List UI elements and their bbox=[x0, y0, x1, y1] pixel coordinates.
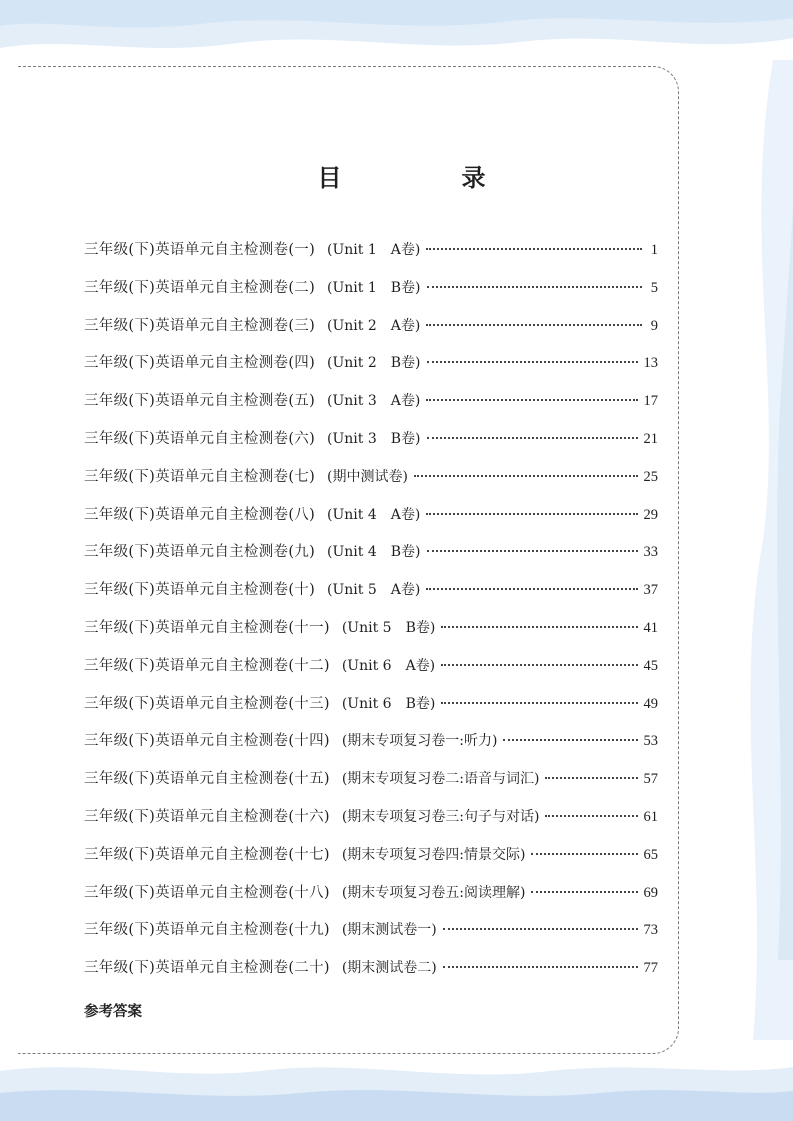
toc-entry-title: 三年级(下)英语单元自主检测卷(七) bbox=[84, 468, 316, 485]
toc-entry-subtitle: (Unit 1 A卷) bbox=[327, 242, 421, 258]
toc-entry-subtitle: (期中测试卷) bbox=[327, 468, 408, 485]
dot-leader bbox=[427, 286, 642, 288]
dot-leader bbox=[441, 626, 637, 628]
toc-entry-page-number: 61 bbox=[643, 808, 658, 825]
toc-entry[interactable] bbox=[84, 729, 658, 767]
dot-leader bbox=[427, 437, 638, 439]
toc-entry-title: 三年级(下)英语单元自主检测卷(四) bbox=[84, 355, 316, 372]
toc-entry-subtitle: (Unit 1 B卷) bbox=[327, 279, 421, 296]
right-wave-decoration bbox=[673, 60, 793, 1040]
page-title: 目 录 bbox=[317, 164, 534, 192]
toc-entry[interactable] bbox=[84, 351, 658, 389]
toc-entry-subtitle: (Unit 2 B卷) bbox=[327, 355, 421, 372]
toc-entry[interactable] bbox=[84, 578, 658, 616]
toc-entry[interactable] bbox=[84, 692, 658, 730]
table-of-contents bbox=[84, 238, 658, 994]
toc-entry-subtitle: (Unit 5 B卷) bbox=[341, 619, 436, 636]
toc-entry[interactable] bbox=[84, 616, 658, 654]
toc-entry[interactable] bbox=[84, 843, 658, 881]
toc-entry-title: 三年级(下)英语单元自主检测卷(十二) bbox=[84, 657, 330, 674]
toc-entry[interactable] bbox=[84, 956, 658, 994]
dot-leader bbox=[426, 513, 637, 515]
toc-entry-subtitle: (期末专项复习卷二:语音与词汇) bbox=[341, 771, 540, 788]
toc-entry[interactable] bbox=[84, 389, 658, 427]
toc-entry-page-number: 53 bbox=[643, 733, 658, 750]
dot-leader bbox=[443, 966, 638, 968]
dot-leader bbox=[426, 248, 642, 250]
toc-entry-page-number: 29 bbox=[643, 506, 658, 523]
toc-entry-subtitle: (Unit 6 A卷) bbox=[341, 657, 436, 674]
toc-entry-title: 三年级(下)英语单元自主检测卷(十九) bbox=[84, 922, 330, 939]
top-wave-decoration bbox=[0, 0, 793, 70]
dot-leader bbox=[426, 324, 642, 326]
toc-entry-subtitle: (期末专项复习卷四:情景交际) bbox=[341, 846, 526, 863]
toc-entry-subtitle: (期末专项复习卷一:听力) bbox=[341, 733, 498, 750]
toc-entry-page-number: 5 bbox=[650, 279, 658, 296]
toc-entry-title: 三年级(下)英语单元自主检测卷(八) bbox=[84, 506, 316, 523]
toc-entry-title: 三年级(下)英语单元自主检测卷(十一) bbox=[84, 619, 330, 636]
toc-entry-page-number: 45 bbox=[643, 657, 658, 674]
toc-entry-subtitle: (Unit 6 B卷) bbox=[341, 695, 436, 712]
toc-entry-page-number: 49 bbox=[643, 695, 658, 712]
toc-entry-subtitle: (Unit 2 A卷) bbox=[327, 317, 421, 334]
toc-entry-title: 三年级(下)英语单元自主检测卷(一) bbox=[84, 242, 316, 258]
dot-leader bbox=[443, 928, 638, 930]
toc-entry-page-number: 73 bbox=[643, 922, 658, 939]
toc-entry-subtitle: (期末专项复习卷三:句子与对话) bbox=[341, 808, 540, 825]
toc-entry[interactable] bbox=[84, 314, 658, 352]
toc-entry-page-number: 25 bbox=[643, 468, 658, 485]
toc-entry-title: 三年级(下)英语单元自主检测卷(五) bbox=[84, 393, 316, 410]
toc-entry[interactable] bbox=[84, 465, 658, 503]
toc-entry[interactable] bbox=[84, 881, 658, 919]
dot-leader bbox=[503, 739, 637, 741]
toc-entry[interactable] bbox=[84, 503, 658, 541]
toc-entry[interactable] bbox=[84, 238, 658, 276]
toc-entry[interactable] bbox=[84, 540, 658, 578]
toc-entry-title: 三年级(下)英语单元自主检测卷(十三) bbox=[84, 695, 330, 712]
answers-heading: 参考答案 bbox=[84, 1004, 142, 1020]
toc-entry-title: 三年级(下)英语单元自主检测卷(十六) bbox=[84, 808, 330, 825]
toc-entry-subtitle: (Unit 4 A卷) bbox=[327, 506, 421, 523]
dot-leader bbox=[427, 361, 638, 363]
dot-leader bbox=[414, 475, 638, 477]
toc-entry-subtitle: (Unit 5 A卷) bbox=[327, 582, 421, 599]
toc-entry-page-number: 1 bbox=[650, 242, 658, 258]
toc-entry-title: 三年级(下)英语单元自主检测卷(二) bbox=[84, 279, 316, 296]
toc-entry-subtitle: (期末测试卷二) bbox=[341, 960, 437, 977]
dot-leader bbox=[545, 777, 637, 779]
toc-entry-page-number: 17 bbox=[643, 393, 658, 410]
dot-leader bbox=[426, 399, 637, 401]
toc-entry[interactable] bbox=[84, 918, 658, 956]
toc-entry-page-number: 69 bbox=[643, 884, 658, 901]
toc-entry-title: 三年级(下)英语单元自主检测卷(九) bbox=[84, 544, 316, 561]
toc-entry-title: 三年级(下)英语单元自主检测卷(二十) bbox=[84, 960, 330, 977]
dot-leader bbox=[427, 550, 638, 552]
toc-entry-subtitle: (期末专项复习卷五:阅读理解) bbox=[341, 884, 526, 901]
toc-entry-title: 三年级(下)英语单元自主检测卷(十) bbox=[84, 582, 316, 599]
toc-entry[interactable] bbox=[84, 805, 658, 843]
toc-entry-subtitle: (期末测试卷一) bbox=[341, 922, 437, 939]
toc-entry-page-number: 37 bbox=[643, 582, 658, 599]
dot-leader bbox=[545, 815, 637, 817]
dot-leader bbox=[531, 891, 637, 893]
toc-entry-title: 三年级(下)英语单元自主检测卷(三) bbox=[84, 317, 316, 334]
toc-entry-title: 三年级(下)英语单元自主检测卷(六) bbox=[84, 430, 316, 447]
toc-entry-page-number: 41 bbox=[643, 619, 658, 636]
toc-entry-page-number: 33 bbox=[643, 544, 658, 561]
toc-entry-page-number: 65 bbox=[643, 846, 658, 863]
toc-entry-page-number: 13 bbox=[643, 355, 658, 372]
dot-leader bbox=[531, 853, 637, 855]
dot-leader bbox=[441, 702, 637, 704]
toc-entry-subtitle: (Unit 3 A卷) bbox=[327, 393, 421, 410]
toc-entry-subtitle: (Unit 4 B卷) bbox=[327, 544, 421, 561]
toc-entry-subtitle: (Unit 3 B卷) bbox=[327, 430, 421, 447]
toc-entry-title: 三年级(下)英语单元自主检测卷(十四) bbox=[84, 733, 330, 750]
toc-entry-page-number: 21 bbox=[643, 430, 658, 447]
toc-entry-page-number: 57 bbox=[643, 771, 658, 788]
dot-leader bbox=[441, 664, 637, 666]
toc-entry-page-number: 77 bbox=[643, 960, 658, 977]
toc-entry[interactable] bbox=[84, 654, 658, 692]
toc-entry[interactable] bbox=[84, 767, 658, 805]
toc-entry-title: 三年级(下)英语单元自主检测卷(十七) bbox=[84, 846, 330, 863]
toc-entry-title: 三年级(下)英语单元自主检测卷(十五) bbox=[84, 771, 330, 788]
toc-entry-page-number: 9 bbox=[650, 317, 658, 334]
dot-leader bbox=[426, 588, 637, 590]
toc-entry[interactable] bbox=[84, 427, 658, 465]
toc-entry[interactable] bbox=[84, 276, 658, 314]
toc-entry-title: 三年级(下)英语单元自主检测卷(十八) bbox=[84, 884, 330, 901]
